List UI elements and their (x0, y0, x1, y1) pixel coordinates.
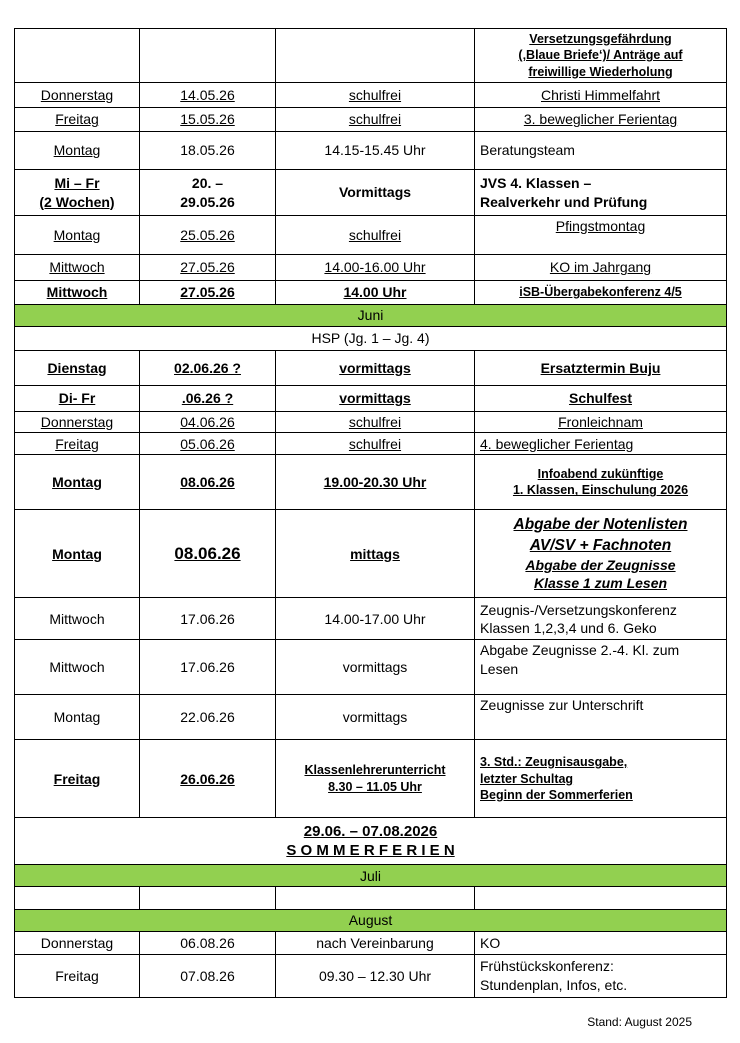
cell-line: Zeugnisse zur Unterschrift (480, 697, 644, 714)
cell-line: 08.06.26 (174, 543, 241, 563)
cell-line: schulfrei (348, 226, 402, 243)
cell-line: 27.05.26 (180, 259, 235, 276)
document-status: Stand: August 2025 (587, 1014, 692, 1029)
event-cell (475, 255, 727, 281)
table-row (15, 818, 727, 865)
cell-line: Stundenplan, Infos, etc. (480, 976, 628, 993)
cell-line: Vormittags (338, 184, 412, 201)
event-cell (475, 170, 727, 216)
cell-line (20, 889, 134, 907)
event-cell (475, 640, 727, 695)
cell-line: KO im Jahrgang (549, 259, 652, 276)
date-cell (140, 954, 276, 997)
cell-line: 3. Std.: Zeugnisausgabe, (480, 755, 628, 770)
cell-line: Mi – Fr (54, 175, 100, 192)
cell-line: 06.08.26 (180, 934, 235, 951)
cell-line: Mittwoch (49, 659, 105, 676)
time-cell (276, 931, 475, 954)
event-cell (475, 887, 727, 910)
event-cell (475, 598, 727, 640)
date-cell (140, 740, 276, 818)
table-row (15, 255, 727, 281)
time-cell (276, 640, 475, 695)
cell-line: Pfingstmontag (555, 218, 646, 234)
cell-line: iSB-Übergabekonferenz 4/5 (519, 285, 682, 300)
cell-line: Mittwoch (49, 259, 105, 276)
cell-line: Montag (52, 545, 102, 562)
event-cell (475, 740, 727, 818)
cell-line: 18.05.26 (180, 142, 235, 159)
cell-line: Versetzungsgefährdung (529, 31, 672, 46)
cell-line: 08.06.26 (180, 474, 235, 491)
event-cell (475, 132, 727, 170)
cell-line: mittags (350, 545, 400, 562)
table-row (15, 108, 727, 132)
time-cell (276, 216, 475, 255)
cell-line: Christi Himmelfahrt (540, 86, 660, 103)
event-cell (475, 281, 727, 305)
table-row (15, 281, 727, 305)
table-row (15, 83, 727, 108)
cell-line: 02.06.26 ? (174, 359, 241, 376)
month-header-juli: Juli (15, 865, 727, 887)
event-cell (475, 83, 727, 108)
cell-line: (2 Wochen) (39, 193, 115, 210)
cell-line: vormittags (342, 659, 408, 676)
date-cell (140, 216, 276, 255)
date-cell (140, 598, 276, 640)
date-cell (140, 412, 276, 433)
cell-line: 14.00 Uhr (343, 284, 407, 301)
table-row (15, 132, 727, 170)
table-row (15, 327, 727, 351)
cell-line: Abgabe der Notenlisten (513, 516, 688, 534)
table-row (15, 510, 727, 598)
cell-line: Di- Fr (58, 390, 96, 407)
date-cell (140, 887, 276, 910)
day-cell (15, 954, 140, 997)
cell-line: Ersatztermin Buju (540, 359, 661, 376)
day-cell (15, 132, 140, 170)
cell-line: Freitag (55, 435, 99, 452)
cell-line: schulfrei (348, 435, 402, 452)
time-cell (276, 455, 475, 510)
day-cell (15, 386, 140, 412)
event-cell (475, 29, 727, 83)
time-cell (276, 386, 475, 412)
date-cell (140, 640, 276, 695)
cell-line: nach Vereinbarung (316, 934, 434, 951)
cell-line: 14.00-16.00 Uhr (324, 259, 426, 276)
day-cell (15, 216, 140, 255)
time-cell (276, 887, 475, 910)
day-cell (15, 351, 140, 386)
time-cell (276, 351, 475, 386)
table-row (15, 954, 727, 997)
cell-line: 09.30 – 12.30 Uhr (318, 967, 432, 984)
cell-line: 29.05.26 (180, 193, 235, 210)
date-cell (140, 695, 276, 740)
schedule-table (14, 28, 727, 998)
cell-line: Fronleichnam (558, 414, 643, 430)
cell-line: Frühstückskonferenz: (480, 958, 614, 975)
cell-line: 14.15-15.45 Uhr (324, 142, 426, 159)
cell-line: vormittags (339, 359, 411, 376)
date-cell (140, 83, 276, 108)
time-cell (276, 132, 475, 170)
date-cell (140, 255, 276, 281)
cell-line: 19.00-20.30 Uhr (323, 474, 427, 491)
table-row (15, 640, 727, 695)
cell-line: .06.26 ? (181, 390, 234, 407)
cell-line (281, 46, 469, 64)
cell-line: Klassen 1,2,3,4 und 6. Geko (480, 619, 657, 636)
cell-line: Montag (53, 709, 101, 726)
cell-line: Abgabe Zeugnisse 2.-4. Kl. zum (480, 642, 680, 659)
day-cell (15, 170, 140, 216)
time-cell (276, 695, 475, 740)
cell-line: Freitag (53, 770, 101, 787)
event-cell (475, 931, 727, 954)
time-cell (276, 740, 475, 818)
day-cell (15, 433, 140, 455)
cell-line: 1. Klassen, Einschulung 2026 (512, 483, 689, 498)
cell-line (20, 46, 134, 64)
table-row (15, 455, 727, 510)
cell-line: Lesen (480, 660, 519, 677)
cell-line: 07.08.26 (180, 967, 235, 984)
cell-line: 17.06.26 (180, 659, 235, 676)
time-cell (276, 281, 475, 305)
date-cell (140, 108, 276, 132)
cell-line: 17.06.26 (180, 610, 235, 627)
event-cell (475, 108, 727, 132)
table-row (15, 216, 727, 255)
cell-line: vormittags (342, 709, 408, 726)
cell-line: Abgabe der Zeugnisse (525, 556, 676, 573)
time-cell (276, 598, 475, 640)
date-cell (140, 433, 276, 455)
date-cell (140, 281, 276, 305)
time-cell (276, 29, 475, 83)
cell-line: letzter Schultag (480, 771, 574, 786)
cell-line: Donnerstag (40, 86, 114, 103)
table-row (15, 695, 727, 740)
day-cell (15, 887, 140, 910)
event-cell (475, 216, 727, 255)
cell-line: freiwillige Wiederholung (528, 64, 673, 79)
time-cell (276, 170, 475, 216)
time-cell (276, 510, 475, 598)
cell-line: S O M M E R F E R I E N (286, 842, 455, 860)
cell-line: 4. beweglicher Ferientag (480, 435, 634, 452)
cell-line: Zeugnis-/Versetzungskonferenz (480, 601, 677, 618)
time-cell (276, 108, 475, 132)
cell-line: Klassenlehrerunterricht (304, 763, 446, 778)
event-cell (475, 412, 727, 433)
table-row (15, 931, 727, 954)
day-cell (15, 510, 140, 598)
date-cell (140, 170, 276, 216)
event-cell (475, 386, 727, 412)
cell-line: Beratungsteam (480, 142, 575, 159)
day-cell (15, 108, 140, 132)
cell-line: 14.05.26 (180, 86, 235, 103)
cell-line: Montag (53, 226, 101, 243)
cell-line: 14.00-17.00 Uhr (324, 610, 426, 627)
cell-line: schulfrei (348, 86, 402, 103)
cell-line: JVS 4. Klassen – (480, 175, 592, 192)
cell-line: 27.05.26 (180, 284, 235, 301)
cell-line: Donnerstag (40, 414, 114, 430)
table-row (15, 386, 727, 412)
cell-line: Dienstag (47, 359, 107, 376)
cell-line: 04.06.26 (180, 414, 235, 430)
cell-line: Montag (53, 142, 101, 159)
full-width-cell (15, 818, 727, 865)
table-row (15, 351, 727, 386)
day-cell (15, 740, 140, 818)
cell-line: 8.30 – 11.05 Uhr (328, 779, 422, 794)
date-cell (140, 351, 276, 386)
day-cell (15, 29, 140, 83)
cell-line: 26.06.26 (180, 770, 235, 787)
day-cell (15, 83, 140, 108)
cell-line: Montag (52, 474, 102, 491)
cell-line: schulfrei (348, 414, 402, 430)
cell-line: 05.06.26 (180, 435, 235, 452)
event-cell (475, 455, 727, 510)
table-row (15, 598, 727, 640)
cell-line: Klasse 1 zum Lesen (533, 575, 668, 592)
event-cell (475, 433, 727, 455)
cell-line: AV/SV + Fachnoten (529, 536, 672, 554)
table-row (15, 740, 727, 818)
day-cell (15, 931, 140, 954)
event-cell (475, 510, 727, 598)
cell-line: Infoabend zukünftige (537, 466, 664, 481)
time-cell (276, 83, 475, 108)
day-cell (15, 695, 140, 740)
cell-line: schulfrei (348, 111, 402, 128)
table-row (15, 865, 727, 887)
cell-line: (‚Blaue Briefe‘)/ Anträge auf (518, 48, 683, 63)
event-cell (475, 351, 727, 386)
event-cell (475, 695, 727, 740)
cell-line: 22.06.26 (180, 709, 235, 726)
cell-line: Freitag (55, 111, 99, 128)
cell-line: Beginn der Sommerferien (480, 788, 633, 803)
cell-line: KO (480, 934, 501, 951)
day-cell (15, 598, 140, 640)
cell-line: Realverkehr und Prüfung (480, 193, 648, 210)
event-cell (475, 954, 727, 997)
day-cell (15, 455, 140, 510)
cell-line (145, 889, 270, 907)
cell-line: vormittags (339, 390, 411, 407)
cell-line: 25.05.26 (180, 226, 235, 243)
cell-line: Schulfest (568, 390, 632, 407)
table-row (15, 433, 727, 455)
cell-line (480, 889, 721, 907)
day-cell (15, 281, 140, 305)
table-row (15, 910, 727, 931)
cell-line: 20. – (191, 175, 224, 192)
date-cell (140, 29, 276, 83)
date-cell (140, 455, 276, 510)
date-cell (140, 931, 276, 954)
table-row (15, 412, 727, 433)
cell-line (145, 46, 270, 64)
full-width-cell (15, 327, 727, 351)
cell-line: Mittwoch (49, 610, 105, 627)
day-cell (15, 640, 140, 695)
table-row (15, 29, 727, 83)
table-row (15, 305, 727, 327)
cell-line: Freitag (55, 967, 99, 984)
cell-line: 15.05.26 (180, 111, 235, 128)
time-cell (276, 433, 475, 455)
cell-line: HSP (Jg. 1 – Jg. 4) (311, 330, 430, 347)
cell-line (281, 889, 469, 907)
cell-line: 29.06. – 07.08.2026 (303, 822, 438, 840)
date-cell (140, 510, 276, 598)
day-cell (15, 412, 140, 433)
date-cell (140, 132, 276, 170)
cell-line: Mittwoch (46, 284, 108, 301)
time-cell (276, 412, 475, 433)
time-cell (276, 255, 475, 281)
date-cell (140, 386, 276, 412)
day-cell (15, 255, 140, 281)
month-header-juni: Juni (15, 305, 727, 327)
month-header-august: August (15, 910, 727, 931)
cell-line: Donnerstag (40, 934, 114, 951)
table-row (15, 170, 727, 216)
schedule-table-body (15, 29, 727, 998)
cell-line: 3. beweglicher Ferientag (523, 111, 678, 128)
time-cell (276, 954, 475, 997)
table-row (15, 887, 727, 910)
